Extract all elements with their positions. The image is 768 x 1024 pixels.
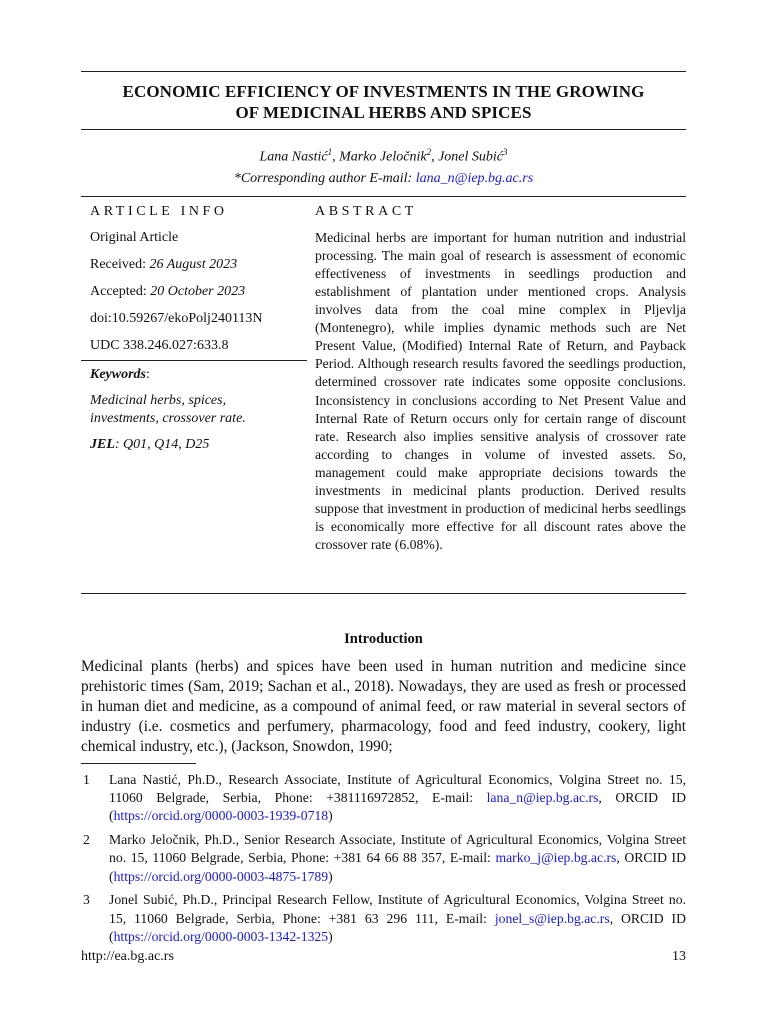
footnote-number: 2 <box>83 831 90 847</box>
accepted-label: Accepted: <box>90 283 151 299</box>
abstract-column <box>315 197 686 555</box>
article-info-section <box>81 197 686 593</box>
accepted-value: 20 October 2023 <box>150 283 246 299</box>
footnote-close: ) <box>328 808 333 824</box>
article-info-heading: ARTICLE INFO <box>90 203 228 219</box>
footnote-1 <box>81 771 686 826</box>
article-info-column <box>81 197 307 453</box>
footnote-number: 1 <box>83 771 90 787</box>
abstract-bottom-rule <box>81 593 686 594</box>
author-3: Jonel Subić <box>438 149 503 165</box>
author-names: Lana Nastić$^1$, Marko Jeločnik$^2$, Jonel Subić$^3$ <box>259 147 508 165</box>
abstract-text: Medicinal herbs are important for human nutrition and industrial processing. The main goal of research is assessment of economic effectiveness of investments in seedlings production and establishment of plantation under mentioned crops. Analysis involves data from the coal mine complex in Pljevlja (Montenegro), while implies dynamic methods such are Net Present Value, (Modified) Internal Rate of Return, and Payback Period. Although research results favored the seedlings production, determined crossover rate indicates some opposite conclusions. Inconsistency in conclusions according to Net Present Value and Internal Rate of Return occurs only for certain range of discount rate. Research also implies sensitive analysis of crossover rate according to changes in volume of invested assets. So, management could make appropriate decisions towards the investments in medicinal plants production. Derived results suppose that investment in production of medicinal herbs seedlings is economically more effective for all discount rates above the crossover rate (6.08%). <box>315 229 686 553</box>
footnote-2 <box>81 831 686 886</box>
footnote-close: ) <box>328 928 333 944</box>
received-value: 26 August 2023 <box>149 256 238 272</box>
footnote-close: ) <box>328 868 333 884</box>
orcid-label: , ORCID ID ( <box>109 850 687 884</box>
author-block <box>81 142 686 189</box>
orcid-link[interactable]: https://orcid.org/0000-0003-1342-1325 <box>113 928 329 944</box>
orcid-label: , ORCID ID ( <box>109 910 687 944</box>
title-bottom-rule <box>81 129 686 130</box>
udc: UDC 338.246.027:633.8 <box>90 337 229 353</box>
received-date <box>90 251 307 278</box>
introduction-paragraph: Medicinal plants (herbs) and spices have been used in human nutrition and medicine since prehistoric times (Sam, 2019; Sachan et al., 2018). Nowadays, they are used as fresh or processed in human diet and medicine, as a compound of animal feed, or raw material in several sectors of industry (i.e. cosmetics and perfumery, pharmacology, food and feed industry, cookery, light chemical industry, etc.), (Jackson, Snowdon, 1990; <box>81 657 686 756</box>
top-rule <box>81 71 686 72</box>
footnote-text: Jonel Subić, Ph.D., Principal Research Fellow, Institute of Agricultural Economics, Volgina Street no. 15, 11060 Belgrade, Serbia, Phone: +381 63 296 111, E-mail: <box>109 892 686 926</box>
keywords-label: Keywords <box>90 366 146 382</box>
footnote-separator <box>81 763 196 764</box>
keywords-list: Medicinal herbs, spices, investments, crossover rate. <box>90 392 246 426</box>
footnote-email-link[interactable]: lana_n@iep.bg.ac.rs <box>486 790 599 806</box>
keywords-heading: Keywords: <box>90 366 150 382</box>
corresponding-email-link[interactable]: lana_n@iep.bg.ac.rs <box>415 170 534 186</box>
footnote-text: Lana Nastić, Ph.D., Research Associate, Institute of Agricultural Economics, Volgina Street no. 15, 11060 Belgrade, Serbia, Phone: +381116972852, E-mail: <box>109 771 686 806</box>
jel-codes <box>90 437 307 453</box>
introduction-heading: Introduction <box>344 630 423 647</box>
author-2-footnote-ref[interactable]: 2 <box>426 147 432 157</box>
author-3-footnote-ref[interactable]: 3 <box>502 147 508 157</box>
abstract-heading: ABSTRACT <box>315 203 417 219</box>
author-1: Lana Nastić <box>259 149 328 165</box>
doi: doi:10.59267/ekoPolj240113N <box>90 310 263 326</box>
footnote-email-link[interactable]: jonel_s@iep.bg.ac.rs <box>494 910 610 926</box>
footnote-3 <box>81 891 686 946</box>
orcid-link[interactable]: https://orcid.org/0000-0003-4875-1789 <box>113 868 329 884</box>
footnote-text: Marko Jeločnik, Ph.D., Senior Research Associate, Institute of Agricultural Economics, Volgina Street no. 15, 11060 Belgrade, Serbia, Phone: +381 64 66 88 357, E-mail: <box>109 831 686 866</box>
corresponding-label: *Corresponding author E-mail: <box>233 170 416 186</box>
jel-value: : Q01, Q14, D25 <box>114 436 210 452</box>
author-1-footnote-ref[interactable]: 1 <box>327 147 333 157</box>
orcid-link[interactable]: https://orcid.org/0000-0003-1939-0718 <box>113 808 329 824</box>
jel-label: JEL <box>90 436 115 452</box>
journal-url[interactable]: http://ea.bg.ac.rs <box>81 949 174 964</box>
footnote-email-link[interactable]: marko_j@iep.bg.ac.rs <box>495 850 617 866</box>
orcid-label: , ORCID ID ( <box>109 790 686 824</box>
article-page <box>81 0 686 946</box>
author-2: Marko Jeločnik <box>339 149 427 165</box>
footnote-number: 3 <box>83 892 90 908</box>
accepted-date <box>90 278 307 305</box>
corresponding-author <box>81 168 686 189</box>
title-line-2: OF MEDICINAL HERBS AND SPICES <box>235 103 532 122</box>
keywords-rule <box>81 360 307 361</box>
title-line-1: ECONOMIC EFFICIENCY OF INVESTMENTS IN THE GROWING <box>122 82 645 101</box>
article-title <box>81 81 686 123</box>
received-label: Received: <box>90 256 150 272</box>
page-number: 13 <box>672 949 686 964</box>
article-type: Original Article <box>90 229 179 245</box>
